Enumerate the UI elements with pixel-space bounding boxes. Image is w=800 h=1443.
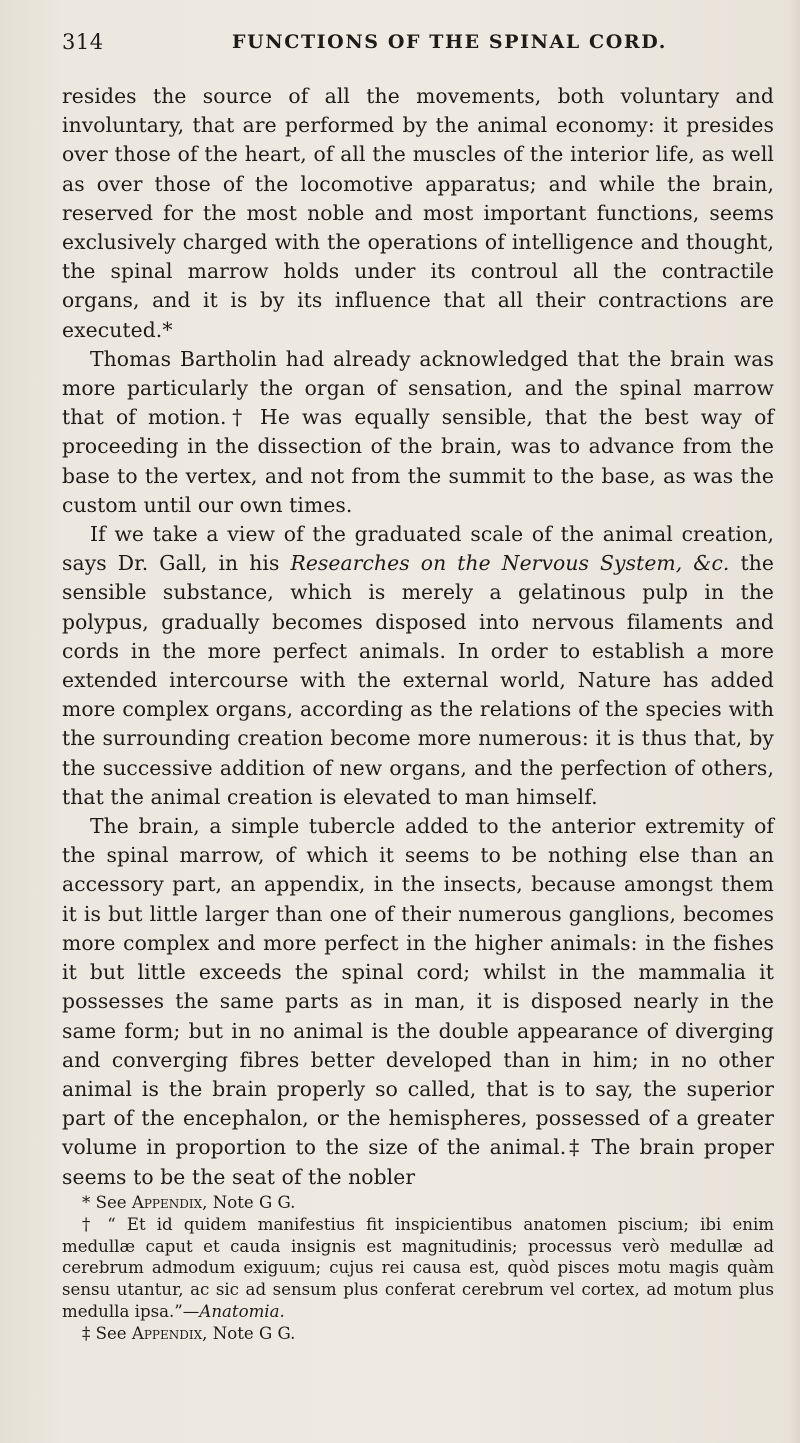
main-text: [62, 82, 774, 1192]
paragraph-1: resides the source of all the movements, both voluntary and involuntary, that are performed by the animal economy: it presides over those of the heart, of all the muscles of the interior life, as well as over those of the locomotive apparatus; and while the brain, reserved for the most noble and most important functions, seems exclusively charged with the operations of intelligence and thought, the spinal marrow holds under its controul all the contractile organs, and it is by its influence that all their contractions are executed.*: [62, 84, 774, 342]
footnote-1-appendix: Appendix: [131, 1193, 203, 1212]
page-header: [62, 30, 762, 58]
footnote-1-mark: * See: [82, 1193, 132, 1212]
footnote-1: [62, 1192, 774, 1214]
paragraph-3: [62, 520, 774, 812]
footnote-2-source: Anatomia.: [199, 1301, 285, 1321]
page-number: 314: [62, 30, 104, 54]
footnotes: [62, 1192, 774, 1345]
paragraph-3-part-a: If we take a view of the graduated scale of the animal creation, says Dr. Gall, in his: [62, 522, 774, 576]
footnote-3-mark: ‡ See: [82, 1323, 132, 1343]
footnote-2-quote: † “ Et id quidem manifestius fit inspicientibus anatomen piscium; ibi enim medullæ caput et cauda insignis est magnitudinis; processus verò medullæ ad cerebrum admodum exiguum; cujus rei causa est, quòd pisces motu magis quàm sensu utantur, ac sic ad sensum plus conferat cerebrum vel cortex, ad motum plus medulla ipsa.”—: [62, 1214, 774, 1321]
footnote-3: [62, 1323, 774, 1345]
page-edge-shadow: [788, 0, 800, 1443]
book-title: Researches on the Nervous System, &c.: [290, 551, 730, 576]
footnote-3-rest: , Note G G.: [202, 1323, 296, 1343]
paragraph-3-part-b: the sensible substance, which is merely a gelatinous pulp in the polypus, gradually becomes disposed into nervous filaments and cords in the more perfect animals. In order to establish a more extended intercourse with the external world, Nature has added more complex organs, according as the relations of the species with the surrounding creation become more numerous: it is thus that, by the successive addition of new organs, and the perfection of others, that the animal creation is elevated to man himself.: [62, 551, 774, 809]
footnote-3-appendix: Appendix: [131, 1323, 203, 1343]
paragraph-4: The brain, a simple tubercle added to the anterior extremity of the spinal marrow, of which it seems to be nothing else than an accessory part, an appendix, in the insects, because amongst them it is but little larger than one of their numerous ganglions, becomes more complex and more perfect in the higher animals: in the fishes it but little exceeds the spinal cord; whilst in the mammalia it possesses the same parts as in man, it is disposed nearly in the same form; but in no animal is the double appearance of diverging and converging fibres better developed than in him; in no other animal is the brain properly so called, that is to say, the superior part of the encephalon, or the hemispheres, possessed of a greater volume in proportion to the size of the animal.‡ The brain proper seems to be the seat of the nobler: [62, 814, 774, 1189]
paragraph-2: Thomas Bartholin had already acknowledged that the brain was more particularly the organ of sensation, and the spinal marrow that of motion.† He was equally sensible, that the best way of proceeding in the dissection of the brain, was to advance from the base to the vertex, and not from the summit to the base, as was the custom until our own times.: [62, 346, 774, 517]
footnote-1-rest: , Note G G.: [202, 1193, 296, 1212]
running-head: FUNCTIONS OF THE SPINAL CORD.: [232, 31, 667, 53]
footnote-2: [62, 1214, 774, 1323]
